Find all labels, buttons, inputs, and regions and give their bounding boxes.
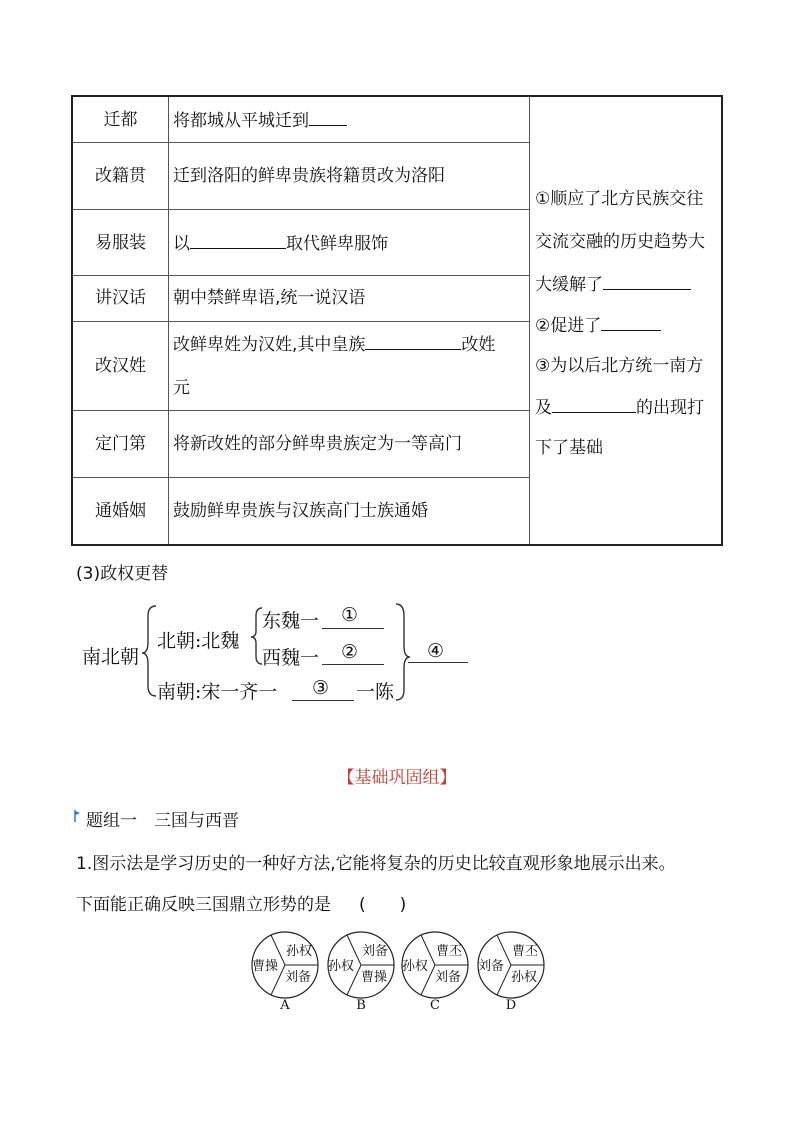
- option-letter: A: [280, 998, 290, 1013]
- reform-desc-line2: 元: [173, 378, 190, 398]
- table-row-divider: [73, 142, 529, 143]
- south-dynasty-label: 南朝:宋一齐一: [157, 681, 278, 703]
- pie-label-top: 孙权: [285, 944, 313, 959]
- option-a[interactable]: [248, 930, 322, 1020]
- significance-line: 及 的出现打: [535, 398, 704, 418]
- north-dynasty-label: 北朝:北魏: [157, 630, 240, 652]
- option-d[interactable]: [474, 930, 548, 1020]
- reform-name: 定门第: [95, 434, 146, 454]
- brace-lines: [0, 560, 794, 710]
- reform-name: 改籍贯: [95, 166, 146, 186]
- blank-4-number: ④: [427, 640, 445, 662]
- table-row-divider: [73, 410, 529, 411]
- answer-blank[interactable]: [292, 700, 354, 701]
- regime-diagram: [0, 560, 794, 710]
- flag-icon: [74, 810, 80, 822]
- significance-line: 下了基础: [535, 438, 603, 458]
- significance-line: ①顺应了北方民族交往: [535, 189, 704, 209]
- west-wei-label: 西魏一: [262, 647, 320, 669]
- pie-label-right: 刘备: [284, 970, 312, 985]
- east-wei-label: 东魏一: [262, 610, 320, 632]
- reform-desc: 将都城从平城迁到: [173, 109, 347, 132]
- reform-name: 易服装: [95, 233, 146, 253]
- pie-diagram: [474, 930, 548, 1000]
- reform-desc: 迁到洛阳的鲜卑贵族将籍贯改为洛阳: [173, 166, 445, 186]
- option-letter: B: [356, 998, 366, 1013]
- answer-blank[interactable]: [322, 664, 384, 665]
- table-row-divider: [73, 321, 529, 322]
- question-text: 1.图示法是学习历史的一种好方法,它能将复杂的历史比较直观形象地展示出来。: [76, 854, 676, 874]
- reform-name: 迁都: [103, 110, 138, 130]
- answer-blank[interactable]: [408, 662, 468, 663]
- reform-desc: 鼓励鲜卑贵族与汉族高门士族通婚: [173, 501, 428, 521]
- reform-name: 通婚姻: [95, 501, 146, 521]
- question-text: 下面能正确反映三国鼎立形势的是 ( ): [76, 895, 407, 915]
- pie-diagram: [248, 930, 322, 1000]
- reform-desc: 朝中禁鲜卑语,统一说汉语: [173, 288, 366, 308]
- pie-label-left: 孙权: [401, 959, 429, 974]
- significance-line: ②促进了: [535, 314, 661, 337]
- answer-blank[interactable]: [601, 314, 661, 331]
- reform-desc: 以 取代鲜卑服饰: [173, 234, 388, 254]
- pie-label-left: 孙权: [327, 959, 355, 974]
- blank-2-number: ②: [341, 641, 359, 663]
- option-c[interactable]: [398, 930, 472, 1020]
- answer-paren[interactable]: ( ): [359, 895, 407, 915]
- pie-label-top: 刘备: [361, 944, 389, 959]
- pie-label-top: 曹丕: [435, 944, 463, 959]
- pie-label-right: 孙权: [510, 970, 538, 985]
- answer-blank[interactable]: [603, 273, 691, 290]
- reform-name: 改汉姓: [95, 356, 146, 376]
- significance-line: 大缓解了: [535, 273, 691, 296]
- blank-1-number: ①: [341, 604, 359, 626]
- pie-label-right: 刘备: [434, 970, 462, 985]
- option-letter: D: [505, 998, 517, 1013]
- group-title: 题组一 三国与西晋: [86, 811, 239, 831]
- blank-3-number: ③: [312, 677, 330, 699]
- pie-diagram: [324, 930, 398, 1000]
- table-row-divider: [73, 477, 529, 478]
- answer-blank[interactable]: [190, 232, 286, 249]
- regime-heading: (3)政权更替: [76, 564, 169, 584]
- reform-name: 讲汉话: [95, 288, 146, 308]
- reform-desc: 将新改姓的部分鲜卑贵族定为一等高门: [173, 434, 462, 454]
- table-col-divider: [529, 97, 530, 544]
- significance-line: ③为以后北方统一南方: [535, 356, 704, 376]
- pie-label-top: 曹丕: [511, 944, 539, 959]
- chen-label: 一陈: [356, 681, 395, 703]
- south-north-label: 南北朝: [82, 646, 140, 668]
- pie-diagram: [398, 930, 472, 1000]
- pie-label-left: 刘备: [477, 959, 505, 974]
- pie-label-right: 曹操: [360, 970, 388, 985]
- answer-blank[interactable]: [552, 396, 636, 413]
- option-letter: C: [430, 998, 440, 1013]
- table-row-divider: [73, 275, 529, 276]
- table-row-divider: [73, 209, 529, 210]
- reform-desc: 改鲜卑姓为汉姓,其中皇族 改姓: [173, 335, 496, 355]
- option-b[interactable]: [324, 930, 398, 1020]
- answer-blank[interactable]: [322, 628, 384, 629]
- answer-blank[interactable]: [309, 109, 347, 126]
- section-heading: 【基础巩固组】: [337, 768, 457, 788]
- significance-line: 交流交融的历史趋势大: [535, 232, 705, 252]
- reform-table: [71, 95, 723, 546]
- pie-label-left: 曹操: [251, 959, 279, 974]
- answer-blank[interactable]: [365, 333, 461, 350]
